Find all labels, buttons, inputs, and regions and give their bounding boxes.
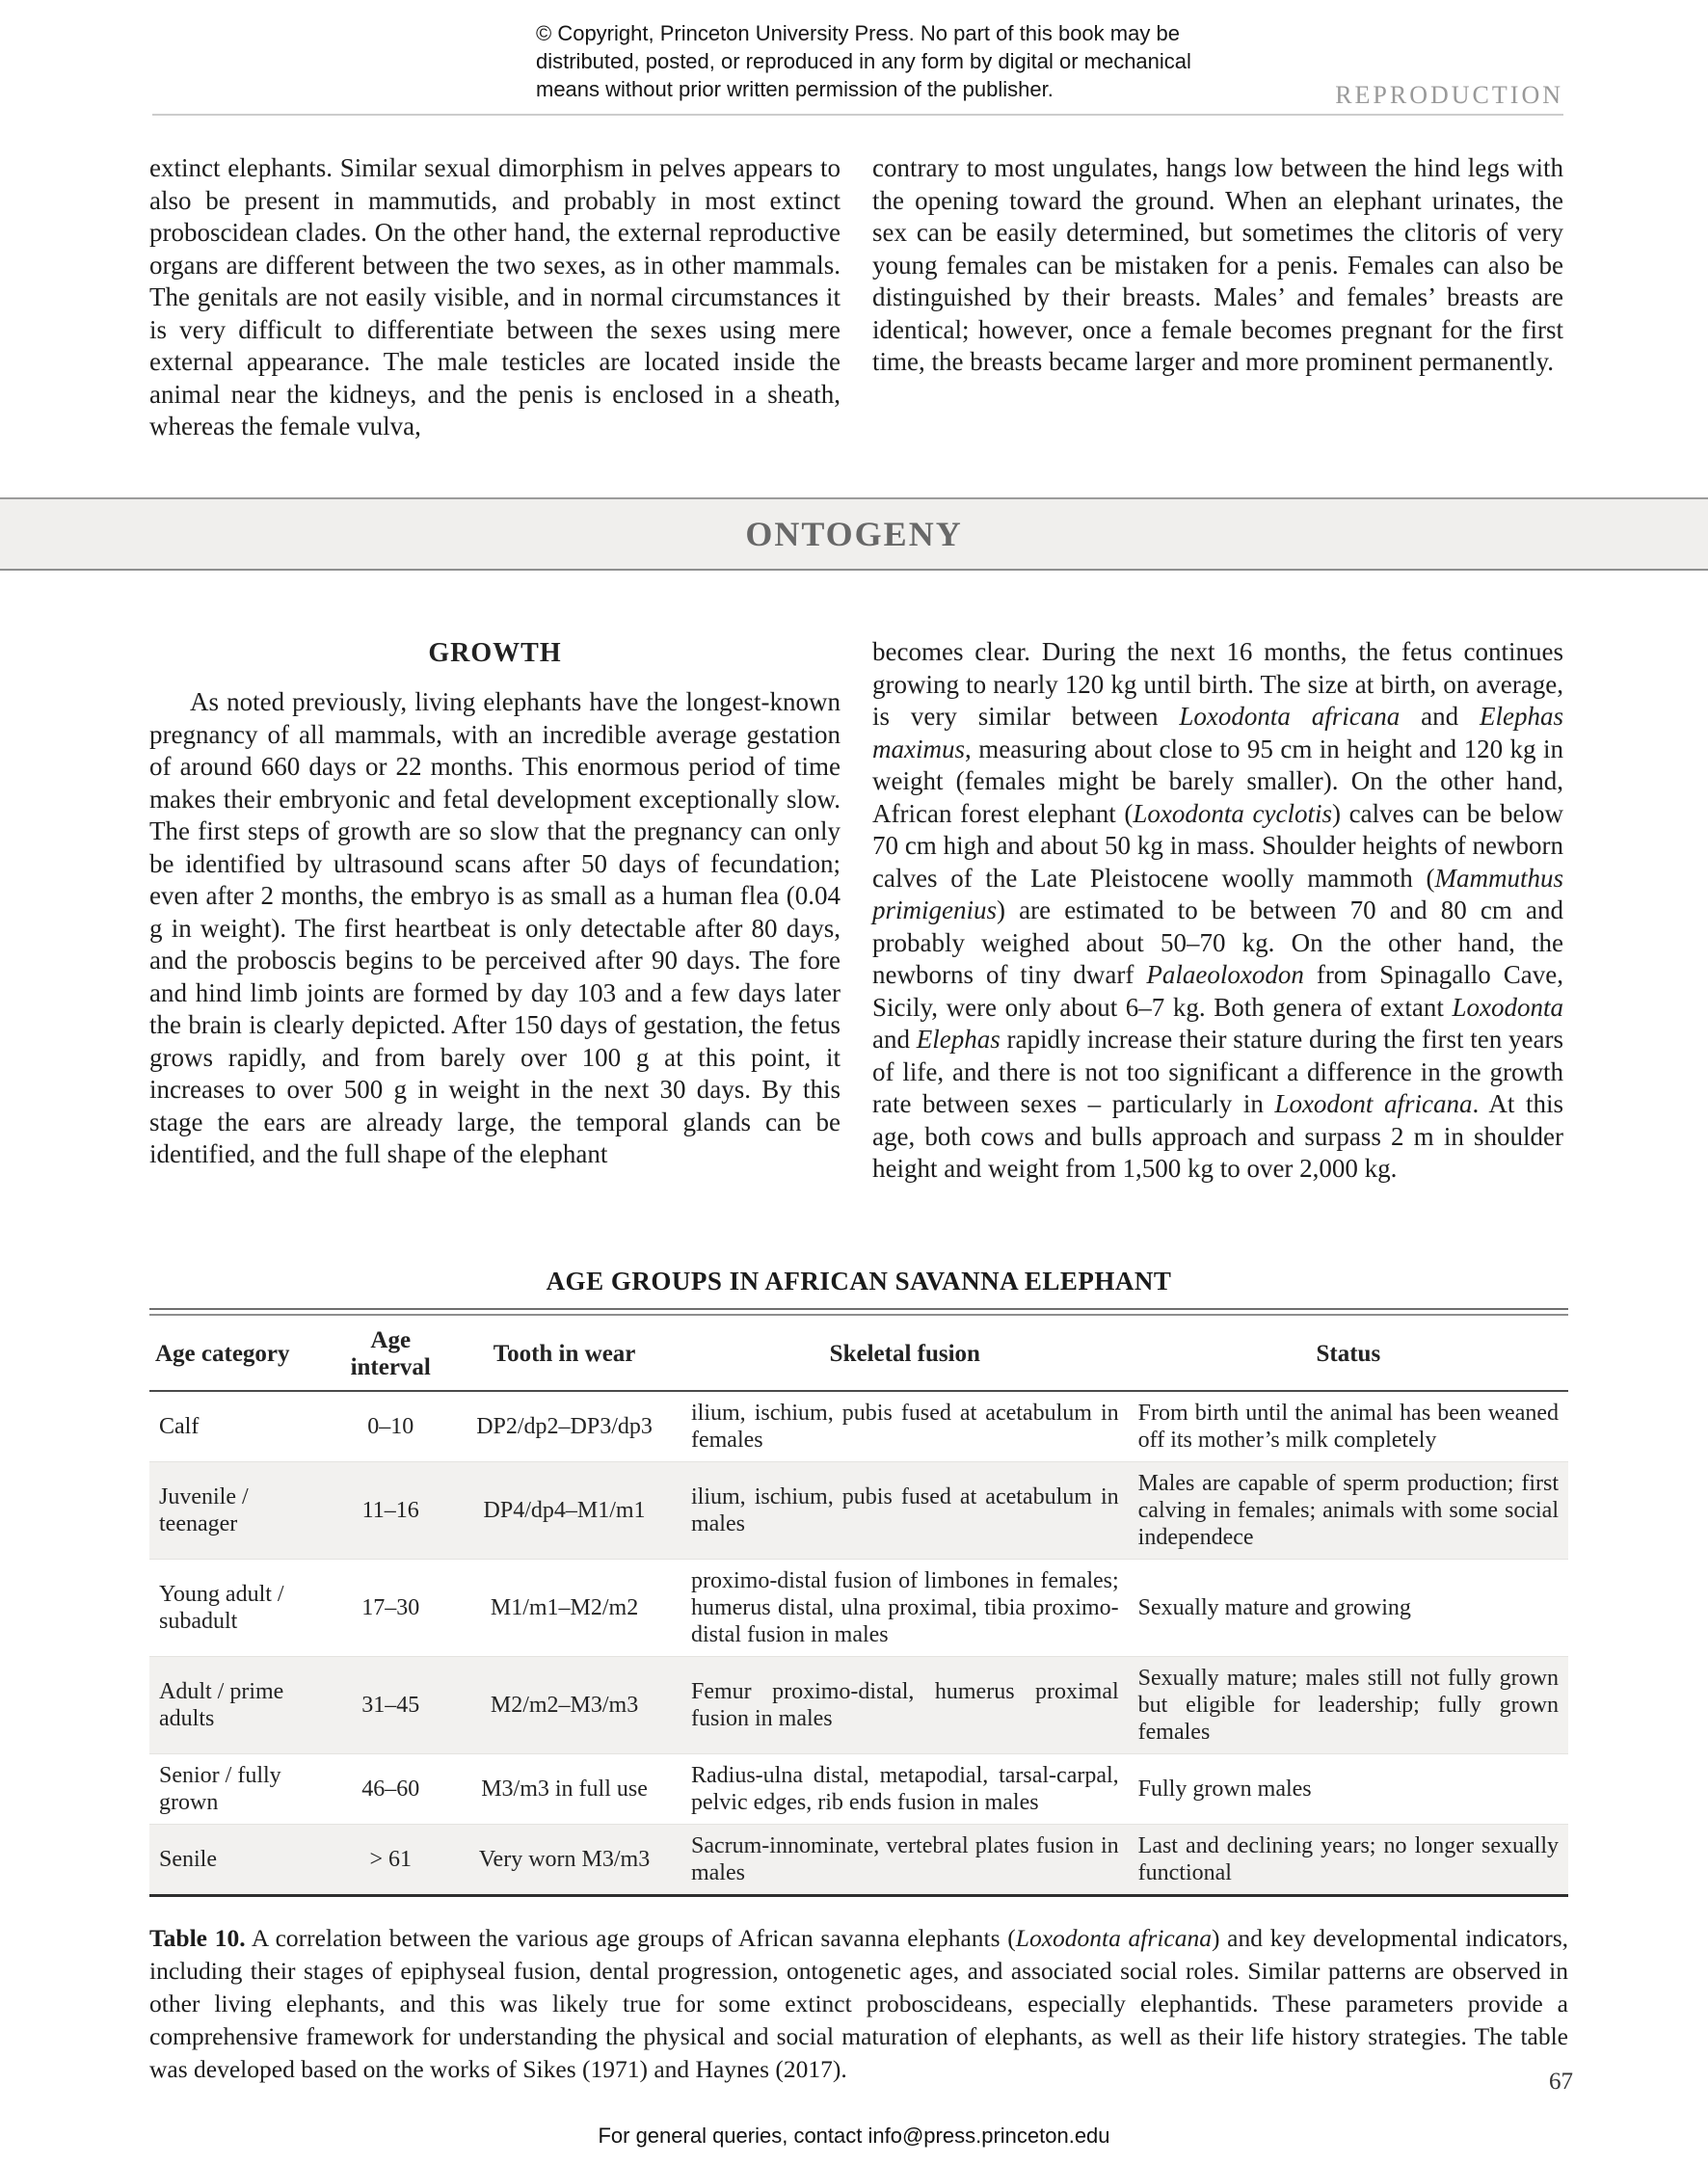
table-header-row xyxy=(149,1318,1568,1391)
col-header-tooth-in-wear: Tooth in wear xyxy=(447,1318,681,1391)
table-title: AGE GROUPS IN AFRICAN SAVANNA ELEPHANT xyxy=(546,1267,1172,1296)
cell-status: Sexually mature and growing xyxy=(1137,1595,1411,1620)
table-row-adult xyxy=(149,1657,1568,1754)
cell-age-category: Juvenile / teenager xyxy=(159,1484,249,1536)
table-row-senile xyxy=(149,1825,1568,1896)
cell-skeletal-fusion: ilium, ischium, pubis fused at acetabulum in females xyxy=(690,1401,1119,1453)
cell-status: Fully grown males xyxy=(1137,1777,1312,1802)
cell-tooth-in-wear: M3/m3 in full use xyxy=(481,1777,648,1802)
ontogeny-banner-title: ONTOGENY xyxy=(745,515,963,553)
footer-contact: For general queries, contact info@press.princeton.edu xyxy=(598,2124,1110,2148)
cell-age-category: Adult / prime adults xyxy=(159,1679,284,1731)
col-header-skeletal-fusion: Skeletal fusion xyxy=(681,1318,1129,1391)
age-table-section xyxy=(149,1267,1568,2086)
cell-status: Last and declining years; no longer sexually functional xyxy=(1137,1833,1559,1885)
growth-heading: GROWTH xyxy=(428,638,562,668)
cell-age-interval: > 61 xyxy=(369,1847,412,1872)
cell-tooth-in-wear: Very worn M3/m3 xyxy=(478,1847,651,1872)
page-number: 67 xyxy=(1549,2069,1573,2095)
reproduction-right-paragraph: contrary to most ungulates, hangs low between the hind legs with the opening toward the ground. When an elephant urinates, the sex can be easily determined, but sometimes the clitoris of very young females can be mistaken for a penis. Females can also be distinguished by their breasts. Males’ and females’ breasts are identical; however, once a female becomes pregnant for the first time, the breasts became larger and more prominent permanently. xyxy=(872,153,1563,376)
col-header-age-category: Age category xyxy=(149,1318,334,1391)
cell-status: Sexually mature; males still not fully grown but eligible for leadership; fully grown females xyxy=(1137,1666,1559,1745)
cell-skeletal-fusion: ilium, ischium, pubis fused at acetabulum in males xyxy=(690,1484,1119,1536)
cell-age-interval: 46–60 xyxy=(361,1777,420,1802)
cell-tooth-in-wear: M1/m1–M2/m2 xyxy=(490,1595,639,1620)
cell-tooth-in-wear: M2/m2–M3/m3 xyxy=(490,1693,639,1718)
cell-age-interval: 0–10 xyxy=(367,1414,414,1439)
growth-left-paragraph: As noted previously, living elephants have the longest-known pregnancy of all mammals, with an incredible average gestation of around 660 days or 22 months. This enormous period of time makes their embryonic and fetal development exceptionally slow. The first steps of growth are so slow that the pregnancy can only be identified by ultrasound scans after 50 days of fecundation; even after 2 months, the embryo is as small as a human flea (0.04 g in weight). The first heartbeat is only detectable after 80 days, and the proboscis begins to be perceived after 90 days. The fore and hind limb joints are formed by day 103 and a few days later the brain is clearly depicted. After 150 days of gestation, the fetus grows rapidly, and from barely over 100 g at this point, it increases to over 500 g in weight in the next 30 days. By this stage the ears are already large, the temporal glands can be identified, and the full shape of the elephant xyxy=(149,687,841,1168)
header-rule xyxy=(152,114,1563,116)
cell-skeletal-fusion: Sacrum-innominate, vertebral plates fusion in males xyxy=(690,1833,1119,1885)
running-head: REPRODUCTION xyxy=(1335,81,1563,109)
cell-tooth-in-wear: DP4/dp4–M1/m1 xyxy=(483,1498,646,1523)
table-title-rule xyxy=(149,1308,1568,1316)
growth-left-column xyxy=(149,638,841,1171)
age-groups-table xyxy=(149,1318,1568,1897)
cell-status: From birth until the animal has been weaned off its mother’s milk completely xyxy=(1137,1401,1559,1453)
cell-age-interval: 11–16 xyxy=(361,1498,419,1523)
growth-right-paragraph: becomes clear. During the next 16 months, the fetus continues growing to nearly 120 kg until birth. The size at birth, on average, is very similar between Loxodonta africana and Elephas maximus, measuring about close to 95 cm in height and 120 kg in weight (females might be barely smaller). On the other hand, African forest elephant (Loxodonta cyclotis) calves can be below 70 cm high and about 50 kg in mass. Shoulder heights of newborn calves of the Late Pleistocene woolly mammoth (Mammuthus primigenius) are estimated to be between 70 and 80 cm and probably weighed about 50–70 kg. On the other hand, the newborns of tiny dwarf Palaeoloxodon from Spinagallo Cave, Sicily, were only about 6–7 kg. Both genera of extant Loxodonta and Elephas rapidly increase their stature during the first ten years of life, and there is not too significant a difference in the growth rate between sexes – particularly in Loxodont africana. At this age, both cows and bulls approach and surpass 2 m in shoulder height and weight from 1,500 kg to over 2,000 kg. xyxy=(872,637,1564,1183)
table-caption: Table 10. A correlation between the various age groups of African savanna elephants (Loxodonta africana) and key developmental indicators, including their stages of epiphyseal fusion, dental progression, ontogenetic ages, and associated social roles. Similar patterns are observed in other living elephants, and this was likely true for some extinct proboscideans, especially elephantids. These parameters provide a comprehensive framework for understanding the physical and social maturation of elephants, as well as their life history strategies. The table was developed based on the works of Sikes (1971) and Haynes (2017). xyxy=(149,1924,1568,2083)
table-row-calf xyxy=(149,1391,1568,1462)
cell-age-interval: 31–45 xyxy=(361,1693,420,1718)
reproduction-left-paragraph: extinct elephants. Similar sexual dimorphism in pelves appears to also be present in mammutids, and probably in most extinct proboscidean clades. On the other hand, the external reproductive organs are different between the two sexes, as in other mammals. The genitals are not easily visible, and in normal circumstances it is very difficult to differentiate between the sexes using mere external appearance. The male testicles are located inside the animal near the kidneys, and the penis is enclosed in a sheath, whereas the female vulva, xyxy=(149,153,841,441)
cell-tooth-in-wear: DP2/dp2–DP3/dp3 xyxy=(476,1414,653,1439)
cell-skeletal-fusion: Radius-ulna distal, metapodial, tarsal-carpal, pelvic edges, rib ends fusion in males xyxy=(690,1763,1119,1815)
table-row-young-adult xyxy=(149,1560,1568,1657)
table-row-juvenile xyxy=(149,1462,1568,1560)
cell-age-category: Young adult / subadult xyxy=(159,1582,284,1634)
cell-age-category: Calf xyxy=(159,1414,200,1439)
cell-skeletal-fusion: Femur proximo-distal, humerus proximal fusion in males xyxy=(690,1679,1119,1731)
cell-status: Males are capable of sperm production; first calving in females; animals with some social independece xyxy=(1137,1471,1559,1550)
table-row-senior xyxy=(149,1754,1568,1825)
cell-age-category: Senior / fully grown xyxy=(159,1763,281,1815)
col-header-status: Status xyxy=(1129,1318,1568,1391)
cell-skeletal-fusion: proximo-distal fusion of limbones in females; humerus distal, ulna proximal, tibia proximo-distal fusion in males xyxy=(690,1568,1119,1647)
ontogeny-section-banner xyxy=(0,497,1708,571)
cell-age-category: Senile xyxy=(159,1847,217,1872)
copyright-notice: © Copyright, Princeton University Press. No part of this book may be distributed, posted, or reproduced in any form by digital or mechanical means without prior written permission of the publisher. xyxy=(536,21,1191,101)
col-header-age-interval: Age interval xyxy=(334,1318,447,1391)
cell-age-interval: 17–30 xyxy=(361,1595,420,1620)
